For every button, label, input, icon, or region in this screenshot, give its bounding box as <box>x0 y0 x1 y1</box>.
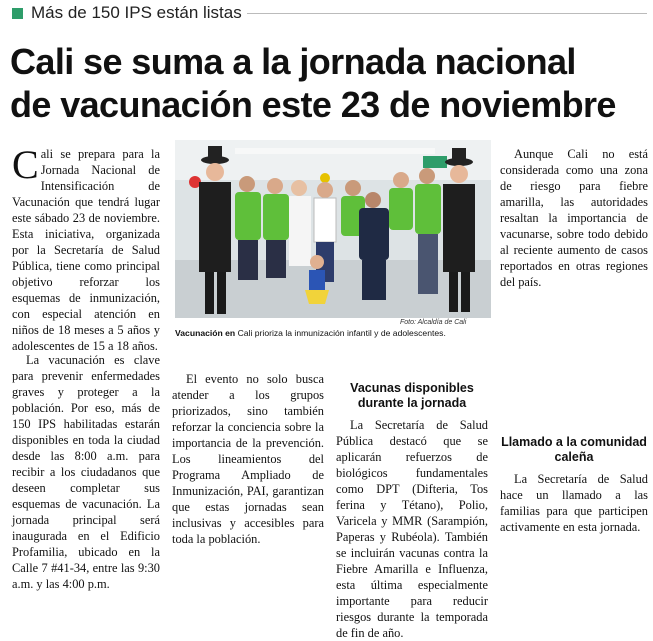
paragraph-6: La Secretaría de Salud hace un llamado a las familias para que participen activamente en esta jornada. <box>500 472 648 534</box>
column-2 <box>172 371 324 547</box>
news-photo <box>175 140 491 318</box>
vaccination-group-photo <box>175 140 491 318</box>
subheading-llamado: Llamado a la comunidad caleña <box>501 435 647 464</box>
headline-line-1: Cali se suma a la jornada nacional <box>10 41 576 82</box>
column-1-continued <box>12 352 160 591</box>
paragraph-3: El evento no solo busca atender a los grupos priorizados, sino también reforzar la conciencia sobre la importancia de la prevención. Los lineamientos del Programa Ampliado de Inmunización, PAI, garantizan que estas jornadas sean inclusivas y accesibles para toda la población. <box>172 372 324 546</box>
photo-credit: Foto: Alcaldía de Cali <box>400 319 467 326</box>
paragraph-5: Aunque Cali no está considerada como una zona de riesgo para fiebre amarilla, las autoridades resaltan la importancia de vacunarse, sobre todo debido al reciente aumento de casos reportados en otras regiones del país. <box>500 147 648 289</box>
photo-caption <box>175 328 491 339</box>
drop-cap: C <box>12 142 39 187</box>
section-kicker <box>12 3 242 23</box>
caption-lead: Vacunación en <box>175 328 236 338</box>
column-4 <box>500 146 648 290</box>
paragraph-4: La Secretaría de Salud Pública destacó que se aplicarán refuerzos de biológicos fundamentales como DPT (Difteria, Tos ferina y Tétano), Polio, Varicela y MMR (Sarampión, Paperas y Rubéola). También se incluirán vacunas contra la Fiebre Amarilla e Influenza, esta última especialmente importante para reducir riesgos durante la temporada de fin de año. <box>336 418 488 640</box>
paragraph-1-text: ali se prepara para la Jornada Nacional de Intensificación de Vacunación que tendrá lugar este sábado 23 de noviembre. Esta iniciativa, organizada por la Secretaría de Salud Pública, tiene como principal objetivo reforzar los esquemas de inmunización, con especial atención en niños de 18 meses a 5 años y adolescentes de 15 a 18 años. <box>12 147 160 353</box>
kicker-rule <box>247 13 647 14</box>
column-4-continued <box>500 435 648 535</box>
caption-text: Cali prioriza la inmunización infantil y de adolescentes. <box>235 328 446 338</box>
paragraph-1 <box>12 142 160 354</box>
kicker-text: Más de 150 IPS están listas <box>31 3 242 22</box>
kicker-square-icon <box>12 8 23 19</box>
headline-line-2: de vacunación este 23 de noviembre <box>10 84 616 125</box>
column-3 <box>336 371 488 640</box>
column-1 <box>12 142 160 354</box>
subheading-vacunas: Vacunas disponibles durante la jornada <box>350 381 474 410</box>
paragraph-2: La vacunación es clave para prevenir enfermedades graves y proteger a la población. Por eso, más de 150 IPS habilitadas estarán disponibles en toda la ciudad desde las 8:00 a.m. para recibir a los ciudadanos que deseen completar sus esquemas de vacunación. La jornada principal será inaugurada en el Edificio Profamilia, ubicado en la Calle 7 #41-34, entre las 9:30 a.m. y las 4:00 p.m. <box>12 353 160 591</box>
headline <box>10 40 650 126</box>
